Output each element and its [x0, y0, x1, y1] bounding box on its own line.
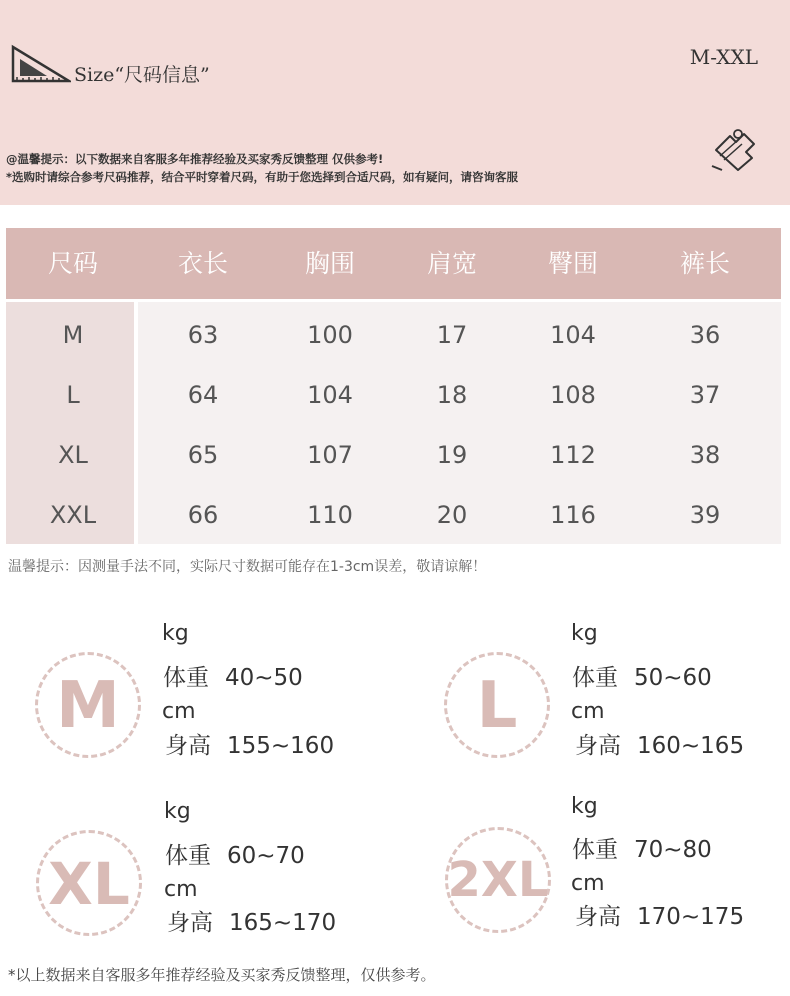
ruler-triangle-icon [11, 44, 71, 84]
height-label: 身高 [575, 904, 621, 930]
size-badge-letter: M [56, 669, 120, 743]
weight-row [165, 837, 305, 870]
size-badge-letter: L [476, 669, 518, 743]
weight-value: 60~70 [227, 843, 305, 869]
weight-label: 体重 [163, 665, 209, 691]
cell-value: 66 [187, 501, 219, 529]
cell-size: M [62, 321, 84, 349]
cell-value: 37 [689, 381, 721, 409]
cell-value: 108 [550, 381, 596, 409]
cell-value: 104 [550, 321, 596, 349]
weight-row [572, 659, 712, 692]
cell-size: XXL [49, 501, 97, 529]
weight-value: 70~80 [634, 837, 712, 863]
weight-row [572, 831, 712, 864]
cell-value: 110 [307, 501, 353, 529]
size-badge-letter: XL [48, 850, 130, 918]
cm-unit-label: cm [162, 699, 196, 724]
cell-value: 64 [187, 381, 219, 409]
height-label: 身高 [575, 733, 621, 759]
height-row [165, 727, 334, 760]
height-label: 身高 [167, 910, 213, 936]
header-shoulder: 肩宽 [426, 249, 478, 278]
cell-value: 100 [307, 321, 353, 349]
weight-value: 50~60 [634, 665, 712, 691]
kg-unit-label: kg [162, 621, 189, 646]
kg-unit-label: kg [164, 799, 191, 824]
table-header-row [6, 228, 781, 299]
cm-unit-label: cm [571, 871, 605, 896]
cell-value: 104 [307, 381, 353, 409]
height-value: 160~165 [637, 733, 745, 759]
cell-value: 17 [436, 321, 468, 349]
kg-unit-label: kg [571, 621, 598, 646]
header-chest: 胸围 [304, 249, 356, 278]
cell-value: 18 [436, 381, 468, 409]
cm-unit-label: cm [164, 877, 198, 902]
size-info-title: Size“尺码信息” [74, 64, 210, 86]
height-value: 165~170 [229, 910, 337, 936]
height-label: 身高 [165, 733, 211, 759]
header-hip: 臀围 [547, 249, 599, 278]
cell-value: 36 [689, 321, 721, 349]
cell-value: 20 [436, 501, 468, 529]
footer-note: *以上数据来自客服多年推荐经验及买家秀反馈整理，仅供参考。 [8, 966, 436, 984]
cell-value: 63 [187, 321, 219, 349]
cm-unit-label: cm [571, 699, 605, 724]
weight-label: 体重 [165, 843, 211, 869]
cell-value: 65 [187, 441, 219, 469]
tip-line-2: *选购时请综合参考尺码推荐，结合平时穿着尺码，有助于您选择到合适尺码，如有疑问，请咨询客服 [6, 170, 519, 184]
weight-row [163, 659, 303, 692]
header-pants-length: 裤长 [679, 249, 731, 278]
cell-value: 39 [689, 501, 721, 529]
cell-size: XL [58, 441, 88, 469]
weight-label: 体重 [572, 837, 618, 863]
height-row [575, 727, 744, 760]
size-table [6, 228, 781, 544]
size-range-label: M-XXL [689, 45, 758, 69]
weight-value: 40~50 [225, 665, 303, 691]
height-value: 170~175 [637, 904, 745, 930]
cell-value: 107 [307, 441, 353, 469]
kg-unit-label: kg [571, 794, 598, 819]
height-value: 155~160 [227, 733, 335, 759]
cell-value: 19 [436, 441, 468, 469]
cell-value: 112 [550, 441, 596, 469]
tip-line-1: @温馨提示：以下数据来自客服多年推荐经验及买家秀反馈整理 仅供参考! [6, 152, 384, 166]
height-row [167, 904, 336, 937]
size-badge-letter: 2XL [447, 852, 549, 908]
cell-value: 38 [689, 441, 721, 469]
clothes-sketch-icon [708, 126, 760, 174]
height-row [575, 898, 744, 931]
cell-size: L [66, 381, 80, 409]
header-size: 尺码 [47, 249, 99, 278]
cell-value: 116 [550, 501, 596, 529]
measurement-note: 温馨提示：因测量手法不同，实际尺寸数据可能存在1-3cm误差，敬请谅解！ [8, 559, 487, 575]
weight-label: 体重 [572, 665, 618, 691]
header-length: 衣长 [177, 249, 229, 278]
header-banner [0, 0, 790, 205]
